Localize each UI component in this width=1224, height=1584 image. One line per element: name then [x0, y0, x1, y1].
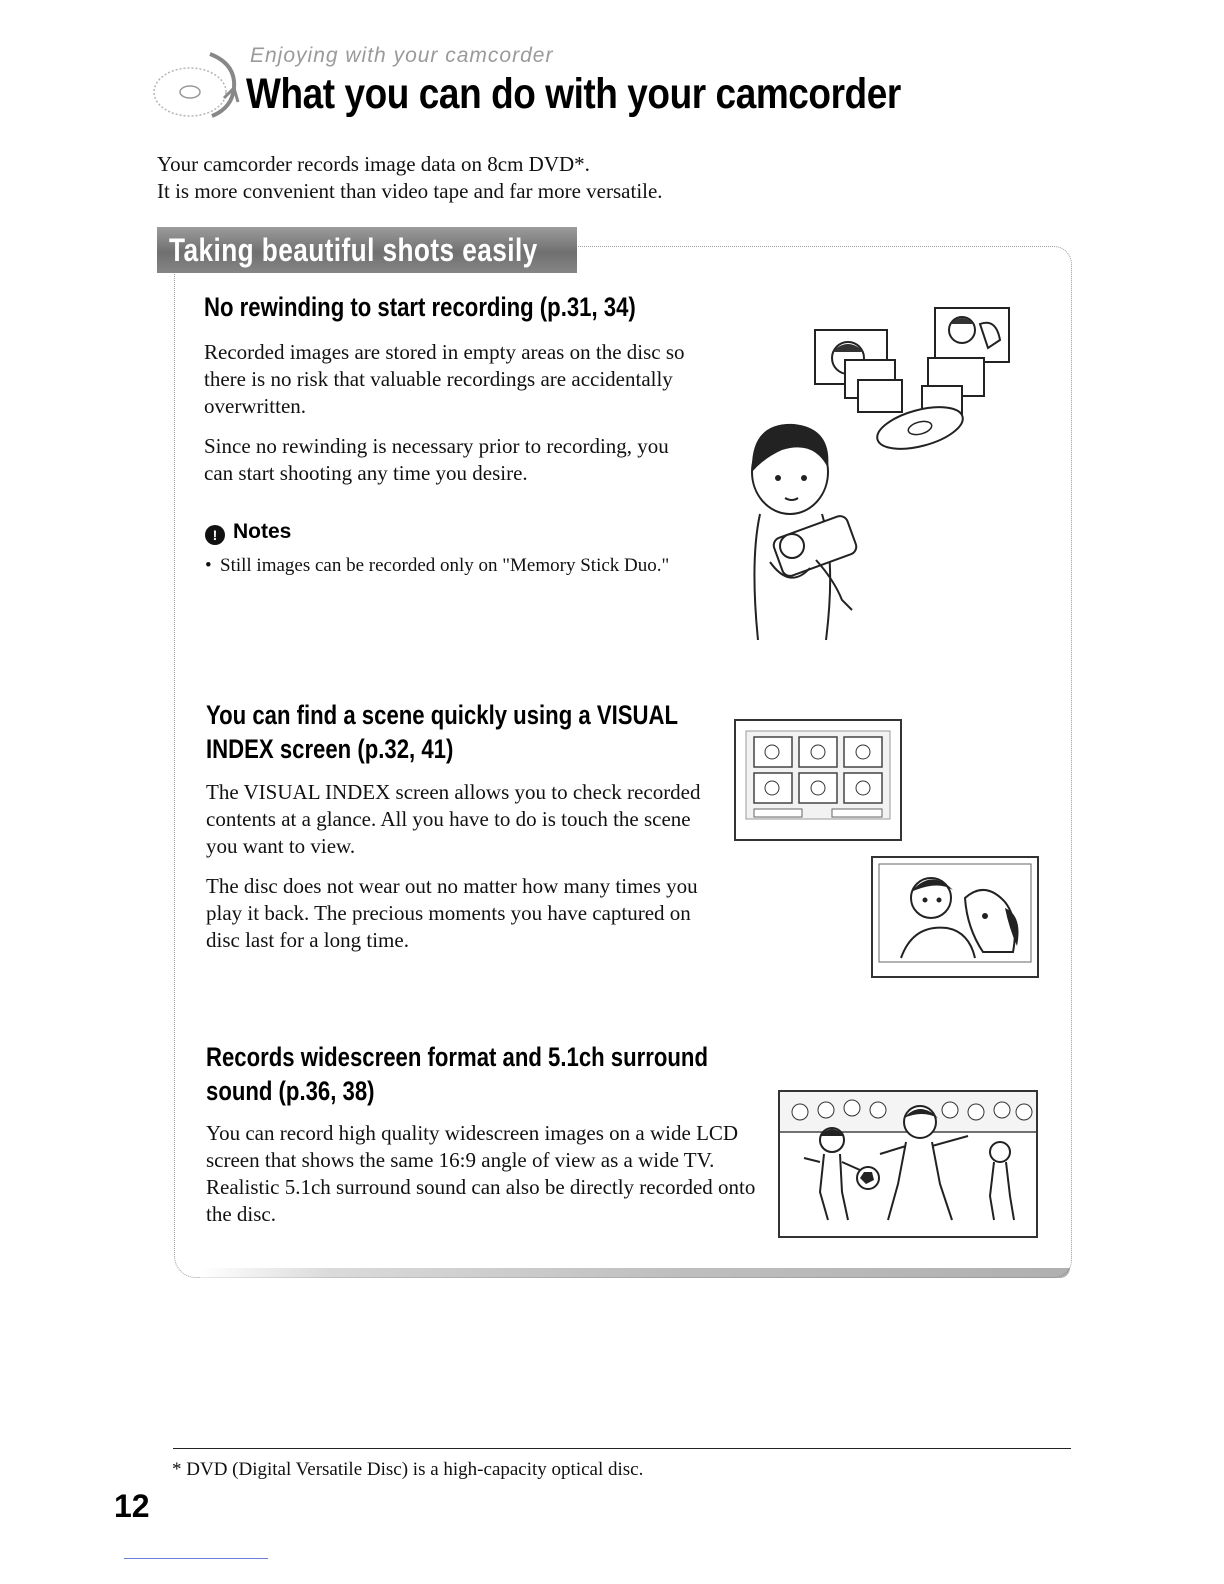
- notes-heading: [205, 518, 291, 546]
- section-banner: [157, 227, 577, 273]
- footnote-rule: [173, 1448, 1071, 1449]
- feature-paragraph: The disc does not wear out no matter how many times you play it back. The precious moments you have captured on disc last for a long time.: [206, 874, 698, 952]
- feature-paragraph: Recorded images are stored in empty areas on the disc so there is no risk that valuable recordings are accidentally overwritten.: [204, 340, 685, 418]
- widescreen-soccer-illustration: [778, 1090, 1038, 1238]
- intro-line-2: It is more convenient than video tape and far more versatile.: [157, 179, 663, 203]
- feature-title-no-rewinding: No rewinding to start recording (p.31, 34): [204, 292, 636, 322]
- feature-title-widescreen-line-2: sound (p.36, 38): [206, 1076, 375, 1106]
- page-title: What you can do with your camcorder: [246, 70, 901, 118]
- playback-screen-illustration: [871, 856, 1039, 978]
- footnote: * DVD (Digital Versatile Disc) is a high-capacity optical disc.: [172, 1459, 644, 1480]
- chapter-label: Enjoying with your camcorder: [250, 44, 554, 67]
- notes-icon: !: [205, 525, 225, 545]
- corner-rule: [124, 1558, 268, 1559]
- feature-title-widescreen: Records widescreen format and 5.1ch surround: [206, 1042, 708, 1072]
- feature-title-visual-index-line-2: INDEX screen (p.32, 41): [206, 734, 454, 764]
- visual-index-screen-illustration: [734, 719, 902, 841]
- page-number: 12: [114, 1488, 150, 1524]
- feature-title-visual-index: You can find a scene quickly using a VISUAL: [206, 700, 679, 730]
- notes-item-text: Still images can be recorded only on "Memory Stick Duo.": [220, 555, 670, 576]
- feature-paragraph: The VISUAL INDEX screen allows you to check recorded contents at a glance. All you have to do is touch the scene you want to view.: [206, 780, 701, 858]
- notes-heading-label: Notes: [233, 520, 292, 543]
- section-bottom-band: [200, 1268, 1070, 1278]
- intro-line-1: Your camcorder records image data on 8cm DVD*.: [157, 152, 590, 176]
- bullet-icon: •: [205, 555, 212, 576]
- disc-icon: [150, 44, 240, 124]
- camcorder-user-illustration: [730, 300, 1030, 645]
- notes-item: [205, 554, 685, 578]
- section-banner-text: Taking beautiful shots easily: [169, 232, 538, 268]
- feature-paragraph: You can record high quality widescreen images on a wide LCD screen that shows the same 16:9 angle of view as a wide TV. Realistic 5.1ch surround sound can also be directly recorded onto the disc.: [206, 1121, 756, 1226]
- feature-paragraph: Since no rewinding is necessary prior to recording, you can start shooting any time you desire.: [204, 434, 669, 485]
